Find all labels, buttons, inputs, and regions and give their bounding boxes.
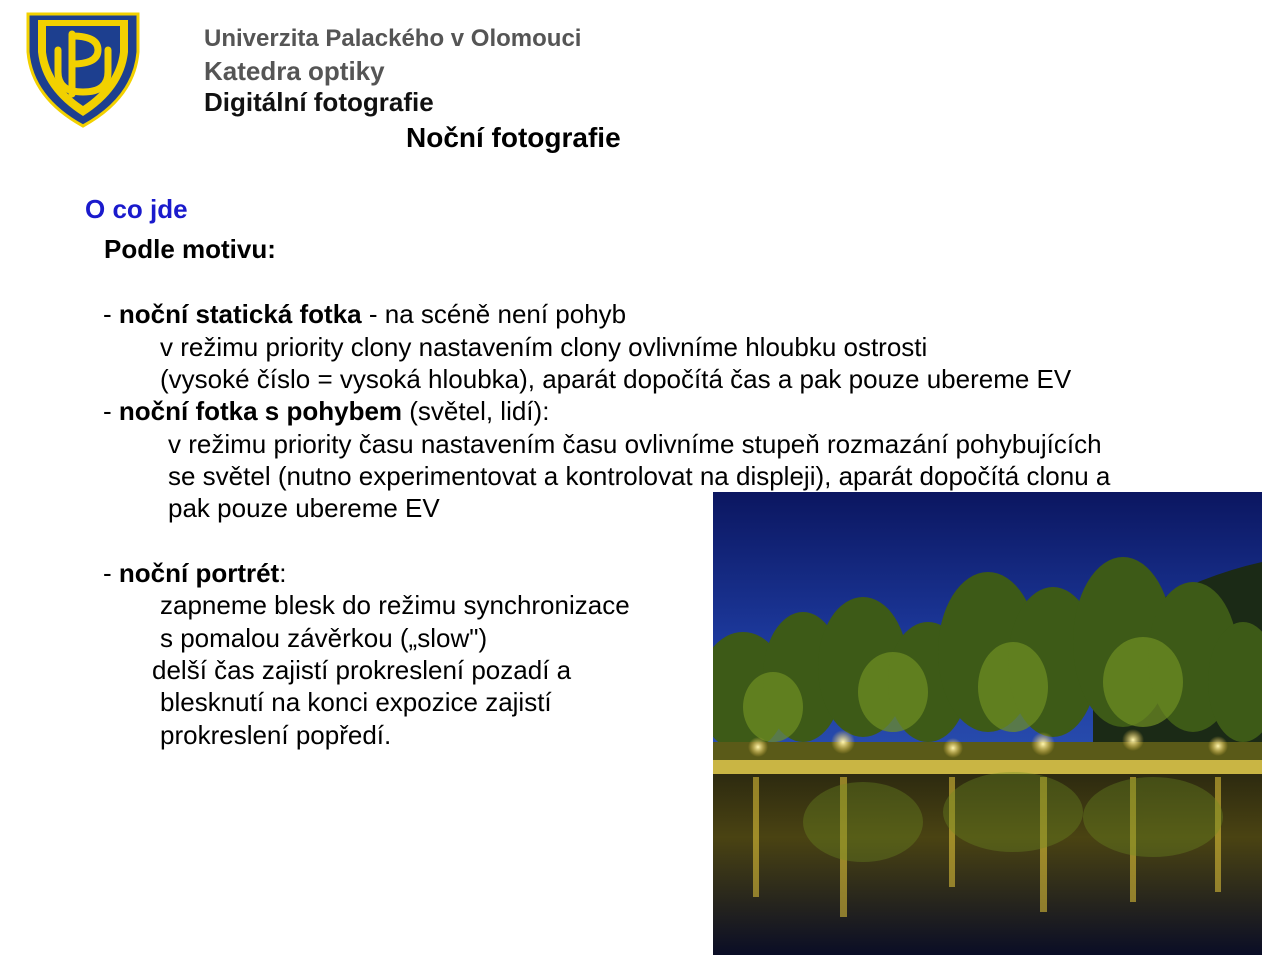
item-term: noční portrét — [118, 558, 280, 588]
item-motion-heading: - noční fotka s pohybem (světel, lidí): — [103, 396, 550, 426]
item-portrait-heading: - noční portrét: — [103, 558, 287, 588]
section-heading: O co jde — [85, 194, 188, 224]
item-motion-line: v režimu priority času nastavením času ovlivníme stupeň rozmazání pohybujících — [168, 429, 1102, 459]
university-name: Univerzita Palackého v Olomouci — [204, 25, 582, 52]
subheading: Podle motivu: — [104, 234, 276, 264]
item-portrait-line: blesknutí na konci expozice zajistí — [160, 687, 552, 717]
item-term: noční statická fotka — [118, 299, 362, 329]
item-portrait-line: s pomalou závěrkou („slow") — [160, 623, 488, 653]
item-static-line: (vysoké číslo = vysoká hloubka), aparát dopočítá čas a pak pouze ubereme EV — [160, 364, 1072, 394]
slide-title: Noční fotografie — [406, 122, 621, 153]
department-name: Katedra optiky — [204, 56, 385, 86]
item-portrait-line: zapneme blesk do režimu synchronizace — [160, 590, 630, 620]
university-logo — [24, 10, 142, 128]
item-motion-line: se světel (nutno experimentovat a kontrolovat na displeji), aparát dopočítá clonu a — [168, 461, 1111, 491]
item-static-heading: - noční statická fotka - na scéně není pohyb — [103, 299, 627, 329]
item-motion-line: pak pouze ubereme EV — [168, 493, 440, 523]
course-name: Digitální fotografie — [204, 87, 434, 117]
night-park-photo — [713, 492, 1262, 955]
item-term: noční fotka s pohybem — [118, 396, 403, 426]
item-portrait-line: prokreslení popředí. — [160, 720, 392, 750]
item-portrait-line: delší čas zajistí prokreslení pozadí a — [152, 655, 572, 685]
item-static-line: v režimu priority clony nastavením clony ovlivníme hloubku ostrosti — [160, 332, 928, 362]
